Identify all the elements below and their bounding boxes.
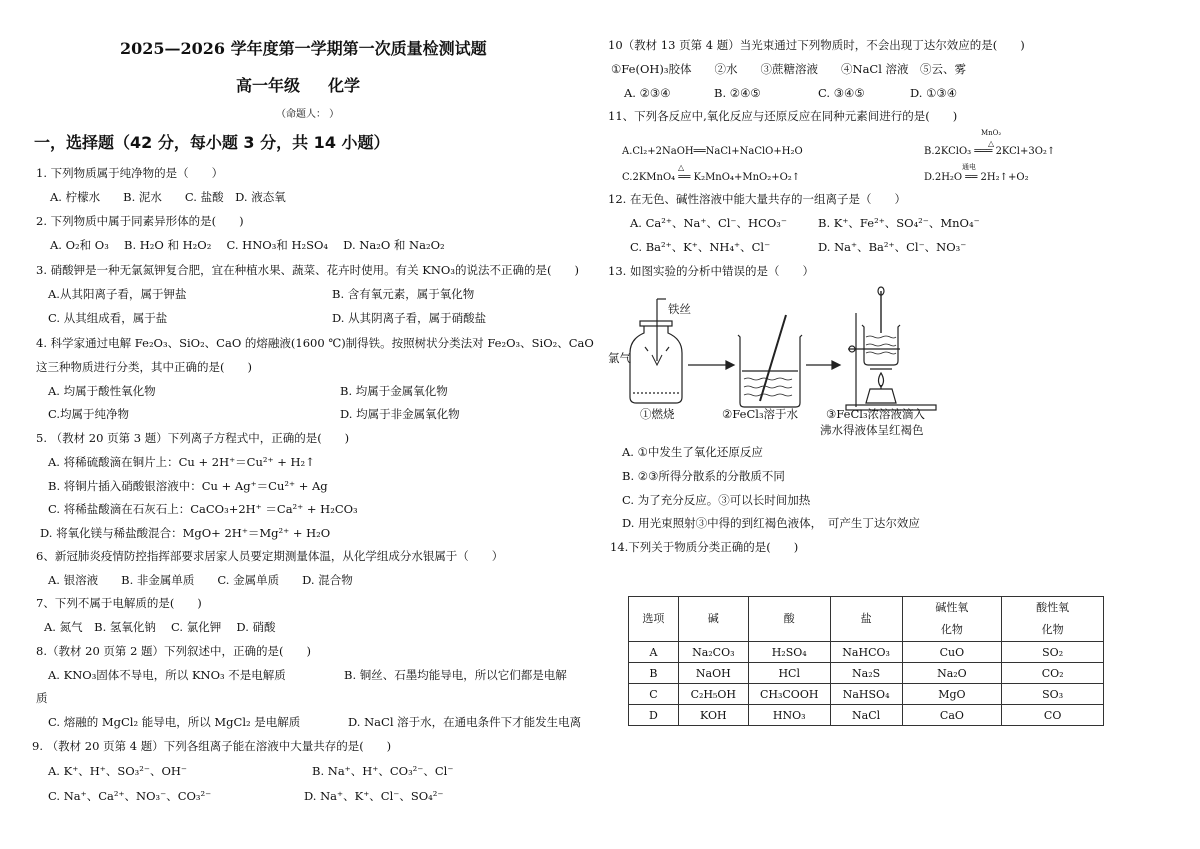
question-3-option-d: D. 从其阴离子看，属于硝酸盐 [332,311,487,325]
experiment-figure [600,285,950,445]
question-4-option-a: A. 均属于酸性氧化物 [48,384,156,398]
question-13-option-d: D. 用光束照射③中得的到红褐色液体， 可产生丁达尔效应 [622,516,920,530]
table-cell: B [629,663,679,684]
table-cell: KOH [678,705,748,726]
question-3-option-b: B. 含有氧元素，属于氧化物 [332,287,475,301]
question-11-option-a: A.Cl₂+2NaOH══NaCl+NaClO+H₂O [622,146,803,157]
table-cell: CaO [902,705,1002,726]
arrow-1 [688,361,734,369]
question-12-option-b: B. K⁺、Fe²⁺、SO₄²⁻、MnO₄⁻ [818,216,980,230]
stand-and-burner [846,287,936,410]
figure-caption-2: ②FeCl₃溶于水 [722,407,799,421]
figure-caption-3a: ③FeCl₃浓溶液滴入 [826,407,926,421]
question-5-option-d: D. 将氧化镁与稀盐酸混合：MgO+ 2H⁺＝Mg²⁺ + H₂O [40,526,331,540]
question-4-option-b: B. 均属于金属氧化物 [340,384,448,398]
question-4-line2: 这三种物质进行分类，其中正确的是( ) [36,360,252,374]
question-8-option-c: C. 熔融的 MgCl₂ 能导电，所以 MgCl₂ 是电解质 [48,715,301,729]
table-cell: C₂H₅OH [678,684,748,705]
table-cell: NaCl [830,705,902,726]
table-cell: CH₃COOH [748,684,830,705]
header-salt: 盐 [830,597,902,642]
author-line: （命题人： ） [276,109,340,120]
question-1: 1. 下列物质属于纯净物的是（ ） [36,166,224,180]
table-cell: Na₂S [830,663,902,684]
section-heading: 一，选择题（42 分，每小题 3 分，共 14 小题） [34,133,390,152]
question-9-option-a: A. K⁺、H⁺、SO₃²⁻、OH⁻ [48,764,187,778]
question-3: 3. 硝酸钾是一种无氯氮钾复合肥，宜在种植水果、蔬菜、花卉时使用。有关 KNO₃的说法不正确的是( ) [36,263,579,277]
question-8-option-a: A. KNO₃固体不导电，所以 KNO₃ 不是电解质 [48,668,286,682]
table-cell: NaOH [678,663,748,684]
question-9: 9. （教材 20 页第 4 题）下列各组离子能在溶液中大量共存的是( ) [32,739,392,753]
question-14: 14.下列关于物质分类正确的是( ) [610,540,799,554]
question-13-option-c: C. 为了充分反应。③可以长时间加热 [622,493,811,507]
header-base: 碱 [678,597,748,642]
figure-label-wire: 铁丝 [668,302,691,316]
table-cell: D [629,705,679,726]
question-12: 12. 在无色、碱性溶液中能大量共存的一组离子是（ ） [608,192,906,206]
question-8-option-d: D. NaCl 溶于水，在通电条件下才能发生电离 [348,715,582,729]
question-10: 10（教材 13 页第 4 题）当光束通过下列物质时，不会出现丁达尔效应的是( ) [608,38,1025,52]
question-7-options: A. 氮气 B. 氢氧化钠 C. 氯化钾 D. 硝酸 [44,620,276,634]
exam-title: 2025—2026 学年度第一学期第一次质量检测试题 [120,39,487,58]
question-12-option-d: D. Na⁺、Ba²⁺、Cl⁻、NO₃⁻ [818,240,967,254]
question-8-option-b: B. 铜丝、石墨均能导电，所以它们都是电解 [344,668,567,682]
table-cell: H₂SO₄ [748,642,830,663]
question-11-option-d: D.2H₂O ══ 2H₂↑+O₂ [924,172,1029,183]
table-cell: Na₂CO₃ [678,642,748,663]
table-cell: NaHCO₃ [830,642,902,663]
question-13-option-a: A. ①中发生了氧化还原反应 [622,445,763,459]
question-12-option-a: A. Ca²⁺、Na⁺、Cl⁻、HCO₃⁻ [630,216,787,230]
beaker [738,315,802,407]
question-11-option-c: C.2KMnO₄ ══ K₂MnO₄+MnO₂+O₂↑ [622,172,801,183]
question-8: 8.（教材 20 页第 2 题）下列叙述中，正确的是( ) [36,644,312,658]
question-12-option-c: C. Ba²⁺、K⁺、NH₄⁺、Cl⁻ [630,240,771,254]
question-4-line1: 4. 科学家通过电解 Fe₂O₃、SiO₂、CaO 的熔融液(1600 ℃)制得铁。按照树状分类法对 Fe₂O₃、SiO₂、CaO [36,336,594,350]
table-cell: CuO [902,642,1002,663]
header-basic-oxide: 碱性氧 化物 [902,597,1002,642]
grade-label: 高一年级 [236,76,301,95]
question-5-option-c: C. 将稀盐酸滴在石灰石上：CaCO₃+2H⁺ ＝Ca²⁺ + H₂CO₃ [48,502,358,516]
table-row [629,663,1104,684]
question-5: 5. （教材 20 页第 3 题）下列离子方程式中，正确的是( ) [36,431,350,445]
header-acid: 酸 [748,597,830,642]
figure-caption-1: ①燃烧 [640,407,675,421]
question-5-option-a: A. 将稀硫酸滴在铜片上：Cu + 2H⁺＝Cu²⁺ + H₂↑ [48,455,315,469]
question-10-items: ①Fe(OH)₃胶体 ②水 ③蔗糖溶液 ④NaCl 溶液 ⑤云、雾 [611,62,967,76]
question-1-options: A. 柠檬水 B. 泥水 C. 盐酸 D. 液态氧 [50,190,286,204]
question-5-option-b: B. 将铜片插入硝酸银溶液中：Cu + Ag⁺＝Cu²⁺ + Ag [48,479,328,493]
question-10-option-c: C. ③④⑤ [818,86,865,100]
question-9-option-c: C. Na⁺、Ca²⁺、NO₃⁻、CO₃²⁻ [48,789,212,803]
table-row [629,642,1104,663]
question-6-options: A. 银溶液 B. 非金属单质 C. 金属单质 D. 混合物 [48,573,353,587]
table-cell: NaHSO₄ [830,684,902,705]
table-row [629,705,1104,726]
question-11: 11、下列各反应中,氧化反应与还原反应在同种元素间进行的是( ) [608,109,958,123]
question-13-option-b: B. ②③所得分散系的分散质不同 [622,469,785,483]
table-cell: CO [1002,705,1104,726]
header-acidic-oxide: 酸性氧 化物 [1002,597,1104,642]
q11-b-heat: △ [988,139,995,148]
header-option: 选项 [629,597,679,642]
figure-label-gas: 氯气 [608,351,631,365]
table-header-row [629,597,1104,642]
question-4-option-c: C.均属于纯净物 [48,407,130,421]
question-9-option-b: B. Na⁺、H⁺、CO₃²⁻、Cl⁻ [312,764,454,778]
question-10-option-d: D. ①③④ [910,86,958,100]
table-cell: Na₂O [902,663,1002,684]
question-7: 7、下列不属于电解质的是( ) [36,596,202,610]
table-cell: MgO [902,684,1002,705]
q11-c-heat: △ [678,163,685,172]
question-2-options: A. O₂和 O₃ B. H₂O 和 H₂O₂ C. HNO₃和 H₂SO₄ D. Na₂O 和 Na₂O₂ [50,238,445,252]
table-cell: HCl [748,663,830,684]
question-2: 2. 下列物质中属于同素异形体的是( ) [36,214,244,228]
question-8-option-b-cont: 质 [36,691,48,705]
question-13: 13. 如图实验的分析中错误的是（ ） [608,264,814,278]
table-cell: HNO₃ [748,705,830,726]
question-11-option-b: B.2KClO₃ ═══ 2KCl+3O₂↑ [924,146,1056,157]
table-cell: SO₂ [1002,642,1104,663]
question-4-option-d: D. 均属于非金属氧化物 [340,407,460,421]
question-6: 6、新冠肺炎疫情防控指挥部要求居家人员要定期测量体温，从化学组成分水银属于（ ） [36,549,504,563]
table-cell: SO₃ [1002,684,1104,705]
question-10-option-b: B. ②④⑤ [714,86,761,100]
question-10-option-a: A. ②③④ [624,86,671,100]
question-9-option-d: D. Na⁺、K⁺、Cl⁻、SO₄²⁻ [304,789,444,803]
figure-caption-3b: 沸水得液体呈红褐色 [820,423,924,437]
question-3-option-c: C. 从其组成看，属于盐 [48,311,168,325]
question-3-option-a: A.从其阳离子看，属于钾盐 [48,287,187,301]
q11-d-electricity: 通电 [962,163,976,171]
table-cell: CO₂ [1002,663,1104,684]
q11-b-catalyst: MnO₂ [981,129,1002,137]
table-cell: C [629,684,679,705]
classification-table [628,596,1104,726]
table-row [629,684,1104,705]
arrow-2 [806,361,840,369]
table-cell: A [629,642,679,663]
subject-label: 化学 [328,76,361,95]
